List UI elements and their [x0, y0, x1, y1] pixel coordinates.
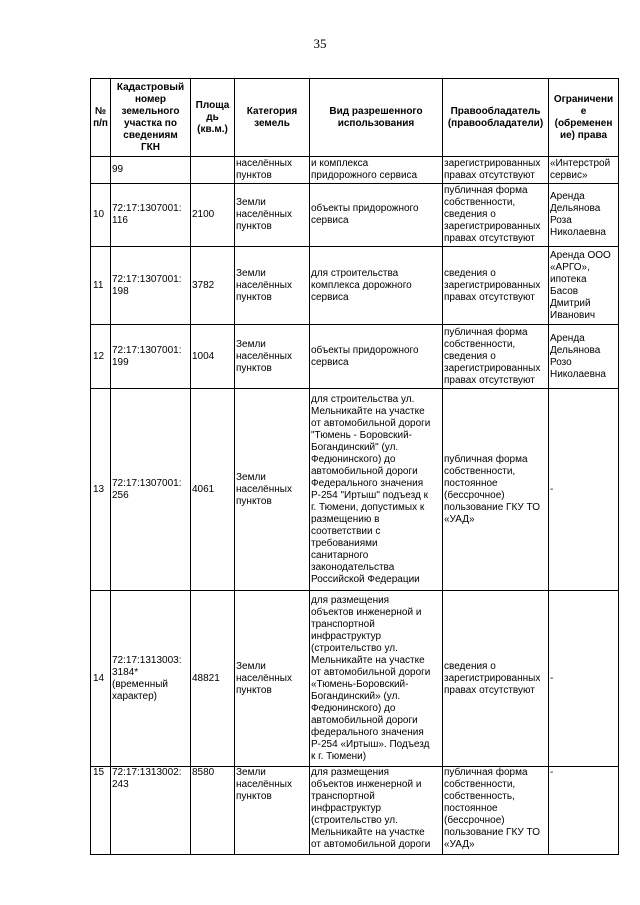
encumbrance: -: [549, 591, 619, 767]
rights-holder: сведения о зарегистрированных правах отсутствуют: [443, 247, 549, 325]
encumbrance: «Интерстрой сервис»: [549, 157, 619, 184]
row-num: 15: [91, 767, 111, 855]
permitted-use: для строительства ул. Мельникайте на участке от автомобильной дороги "Тюмень - Боровский- Богандинский" (ул. Федюнинского) до автомобильной дороги Федерального значения Р-254 "Иртыш" подъезд к г. Тюмени, допустимых к размещению в соответствии с требованиями санитарного законодательства Российской Федерации: [310, 389, 443, 591]
row-num: 10: [91, 184, 111, 247]
rights-holder: публичная форма собственности, собственность, постоянное (бессрочное) пользование ГКУ ТО «УАД»: [443, 767, 549, 855]
table-row: [91, 247, 619, 325]
cadastral-number: 72:17:1313003: 3184* (временный характер): [111, 591, 191, 767]
land-category: Земли населённых пунктов: [235, 389, 310, 591]
row-num: [91, 157, 111, 184]
table-row: [91, 389, 619, 591]
table-row: [91, 591, 619, 767]
rights-holder: публичная форма собственности, сведения о зарегистрированных правах отсутствуют: [443, 325, 549, 389]
rights-holder: публичная форма собственности, постоянное (бессрочное) пользование ГКУ ТО «УАД»: [443, 389, 549, 591]
cadastral-number: 72:17:1307001: 198: [111, 247, 191, 325]
land-category: Земли населённых пунктов: [235, 325, 310, 389]
header-use: Вид разрешенного использования: [310, 79, 443, 157]
permitted-use: объекты придорожного сервиса: [310, 325, 443, 389]
table-row: [91, 184, 619, 247]
row-num: 13: [91, 389, 111, 591]
header-owner: Правообладатель (правообладатели): [443, 79, 549, 157]
header-encumbrance: Ограничени е (обременен ие) права: [549, 79, 619, 157]
land-category: Земли населённых пунктов: [235, 247, 310, 325]
header-category: Категория земель: [235, 79, 310, 157]
cadastral-number: 72:17:1313002: 243: [111, 767, 191, 855]
table-row: [91, 157, 619, 184]
area: 4061: [191, 389, 235, 591]
encumbrance: -: [549, 767, 619, 855]
header-num: № п/п: [91, 79, 111, 157]
permitted-use: и комплекса придорожного сервиса: [310, 157, 443, 184]
encumbrance: Аренда ООО «АРГО», ипотека Басов Дмитрий Иванович: [549, 247, 619, 325]
cadastral-number: 72:17:1307001: 256: [111, 389, 191, 591]
table-header-row: [91, 79, 619, 157]
encumbrance: -: [549, 389, 619, 591]
land-category: Земли населённых пунктов: [235, 767, 310, 855]
area: 3782: [191, 247, 235, 325]
rights-holder: публичная форма собственности, сведения о зарегистрированных правах отсутствуют: [443, 184, 549, 247]
row-num: 11: [91, 247, 111, 325]
rights-holder: зарегистрированных правах отсутствуют: [443, 157, 549, 184]
cadastral-number: 99: [111, 157, 191, 184]
area: 2100: [191, 184, 235, 247]
land-category: Земли населённых пунктов: [235, 591, 310, 767]
permitted-use: для размещения объектов инженерной и транспортной инфраструктур (строительство ул. Мельникайте на участке от автомобильной дороги: [310, 767, 443, 855]
page-number: 35: [313, 36, 327, 51]
row-num: 12: [91, 325, 111, 389]
area: [191, 157, 235, 184]
table-row: [91, 767, 619, 855]
permitted-use: для размещения объектов инженерной и транспортной инфраструктур (строительство ул. Мельникайте на участке от автомобильной дороги «Тюмень-Боровский- Богандинский» (ул. Федюнинского) до автомобильной дороги федерального значения Р-254 «Иртыш». Подъезд к г. Тюмени): [310, 591, 443, 767]
row-num: 14: [91, 591, 111, 767]
rights-holder: сведения о зарегистрированных правах отсутствуют: [443, 591, 549, 767]
cadastral-number: 72:17:1307001: 116: [111, 184, 191, 247]
header-area: Площа дь (кв.м.): [191, 79, 235, 157]
area: 8580: [191, 767, 235, 855]
land-category: населённых пунктов: [235, 157, 310, 184]
table-row: [91, 325, 619, 389]
area: 1004: [191, 325, 235, 389]
header-cadastral: Кадастровый номер земельного участка по сведениям ГКН: [111, 79, 191, 157]
permitted-use: для строительства комплекса дорожного сервиса: [310, 247, 443, 325]
encumbrance: Аренда Дельянова Роза Николаевна: [549, 184, 619, 247]
cadastral-number: 72:17:1307001: 199: [111, 325, 191, 389]
permitted-use: объекты придорожного сервиса: [310, 184, 443, 247]
encumbrance: Аренда Дельянова Розо Николаевна: [549, 325, 619, 389]
area: 48821: [191, 591, 235, 767]
land-category: Земли населённых пунктов: [235, 184, 310, 247]
land-plots-table: [90, 78, 619, 855]
